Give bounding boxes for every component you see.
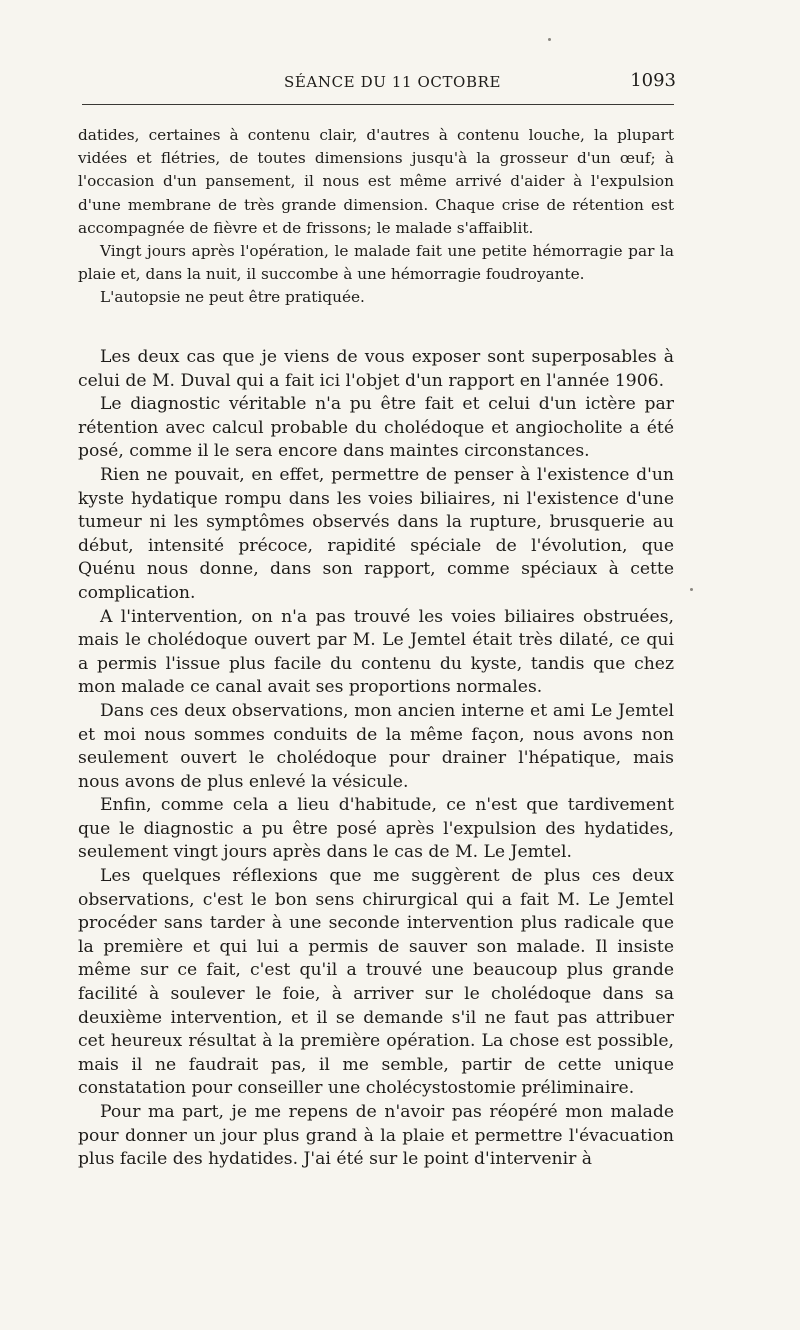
header-rule — [82, 104, 674, 105]
section-case-end — [78, 124, 674, 310]
paragraph: A l'intervention, on n'a pas trouvé les voies biliaires obstruées, mais le cholédoque ouvert par M. Le Jemtel était très dilaté, ce qui a permis l'issue plus facile du contenu du kyste, tandis que chez mon malade ce canal avait ses proportions normales. — [78, 606, 674, 698]
paragraph: Les deux cas que je viens de vous exposer sont superposables à celui de M. Duval qui a fait ici l'objet d'un rapport en l'année 1906. — [78, 347, 674, 391]
running-title: SÉANCE DU 11 OCTOBRE — [284, 73, 502, 91]
paragraph: L'autopsie ne peut être pratiquée. — [100, 288, 365, 307]
paragraph: datides, certaines à contenu clair, d'autres à contenu louche, la plupart vidées et flétries, de toutes dimensions jusqu'à la grosseur d'un œuf; à l'occasion d'un pansement, il nous est même arrivé d'aider à l'expulsion d'une membrane de très grande dimension. Chaque crise de rétention est accompagnée de fièvre et de frissons; le malade s'affaiblit. — [78, 126, 674, 237]
paper-speck — [548, 38, 551, 41]
book-page — [78, 0, 676, 1170]
paper-speck — [690, 588, 693, 591]
paragraph: Pour ma part, je me repens de n'avoir pas réopéré mon malade pour donner un jour plus grand à la plaie et permettre l'évacuation plus facile des hydatides. J'ai été sur le point d'intervenir à — [78, 1102, 674, 1170]
paragraph: Vingt jours après l'opération, le malade fait une petite hémorragie par la plaie et, dans la nuit, il succombe à une hémorragie foudroyante. — [78, 242, 674, 284]
paragraph: Rien ne pouvait, en effet, permettre de penser à l'existence d'un kyste hydatique rompu dans les voies biliaires, ni l'existence d'une tumeur ni les symptômes observés dans la rupture, brusquerie au début, intensité précoce, rapidité spéciale de l'évolution, que Quénu nous donne, dans son rapport, comme spéciaux à cette complication. — [78, 464, 674, 603]
section-discussion — [78, 346, 674, 1172]
page-number: 1093 — [630, 70, 676, 91]
paragraph: Enfin, comme cela a lieu d'habitude, ce n'est que tardivement que le diagnostic a pu être posé après l'expulsion des hydatides, seulement vingt jours après dans le cas de M. Le Jemtel. — [78, 795, 674, 863]
paragraph: Dans ces deux observations, mon ancien interne et ami Le Jemtel et moi nous sommes conduits de la même façon, nous avons non seulement ouvert le cholédoque pour drainer l'hépatique, mais nous avons de plus enlevé la vésicule. — [78, 700, 674, 792]
running-header — [78, 0, 674, 102]
paragraph: Les quelques réflexions que me suggèrent de plus ces deux observations, c'est le bon sens chirurgical qui a fait M. Le Jemtel procéder sans tarder à une seconde intervention plus radicale que la première et qui lui a permis de sauver son malade. Il insiste même sur ce fait, c'est qu'il a trouvé une beaucoup plus grande facilité à soulever le foie, à arriver sur le cholédoque dans sa deuxième intervention, et il se demande s'il ne faut pas attribuer cet heureux résultat à la première opération. La chose est possible, mais il ne faudrait pas, il me semble, partir de cette unique constatation pour conseiller une cholécystostomie préliminaire. — [78, 866, 674, 1099]
paragraph: Le diagnostic véritable n'a pu être fait et celui d'un ictère par rétention avec calcul probable du cholédoque et angiocholite a été posé, comme il le sera encore dans maintes circonstances. — [78, 394, 674, 462]
